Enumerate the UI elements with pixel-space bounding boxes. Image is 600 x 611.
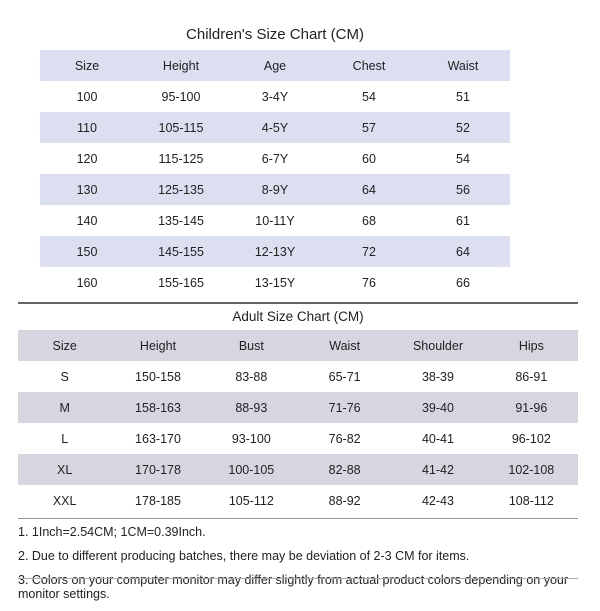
table-cell: 120 [76,151,98,166]
adult-chart-title: Adult Size Chart (CM) [232,309,364,324]
table-cell: 130 [76,182,98,197]
table-cell: 86-91 [515,369,548,384]
table-cell: 3-4Y [261,89,289,104]
table-cell: 178-185 [135,493,181,508]
table-cell: 51 [456,89,470,104]
table-cell: S [60,369,69,384]
children-header-cell: Chest [352,58,386,73]
table-cell: 115-125 [158,151,204,166]
table-cell: 38-39 [421,369,454,384]
table-cell: 8-9Y [261,182,289,197]
children-header-cell: Height [162,58,200,73]
table-cell: 150 [76,244,98,259]
adult-header-cell: Height [139,338,177,353]
table-cell: 54 [362,89,376,104]
table-cell: 12-13Y [254,244,296,259]
table-row [40,143,510,174]
table-cell: 57 [362,120,376,135]
table-row [18,361,578,392]
table-cell: 68 [362,213,376,228]
table-cell: 83-88 [235,369,268,384]
adult-size-table [18,330,578,516]
table-cell: 72 [362,244,376,259]
table-cell: 4-5Y [261,120,289,135]
table-row [40,112,510,143]
table-cell: 82-88 [328,462,361,477]
table-cell: 71-76 [328,400,361,415]
children-header-cell: Size [74,58,100,73]
table-cell: 155-165 [158,275,204,290]
children-header-cell: Waist [447,58,479,73]
table-cell: 105-115 [158,120,204,135]
adult-header-row [18,330,578,361]
children-size-chart [40,20,510,298]
table-cell: 65-71 [328,369,361,384]
note-colors: 3. Colors on your computer monitor may differ slightly from actual product colors depending on your monitor settings. [18,573,569,601]
table-cell: 140 [76,213,98,228]
table-cell: 64 [362,182,376,197]
table-cell: XXL [52,493,77,508]
table-row [40,236,510,267]
table-row [18,485,578,516]
adult-header-cell: Hips [518,338,544,353]
table-row [18,392,578,423]
adult-header-cell: Bust [238,338,264,353]
table-cell: 88-92 [328,493,361,508]
table-cell: 56 [456,182,470,197]
table-cell: 60 [362,151,376,166]
children-header-cell: Age [263,58,287,73]
table-cell: 40-41 [421,431,454,446]
table-cell: 91-96 [515,400,548,415]
table-row [40,205,510,236]
table-row [18,454,578,485]
table-cell: 6-7Y [261,151,289,166]
table-cell: 10-11Y [255,213,295,228]
table-cell: 13-15Y [254,275,296,290]
table-cell: 105-112 [228,493,274,508]
children-chart-title: Children's Size Chart (CM) [186,26,364,43]
table-row [40,174,510,205]
adult-header-cell: Waist [329,338,361,353]
table-cell: 100 [76,89,98,104]
table-cell: 64 [456,244,470,259]
table-cell: 61 [456,213,470,228]
table-cell: L [61,431,69,446]
table-row [40,267,510,298]
table-cell: 135-145 [158,213,204,228]
table-cell: 108-112 [508,493,554,508]
table-cell: 102-108 [508,462,555,477]
adult-header-cell: Size [52,338,77,353]
adult-header-cell: Shoulder [412,338,463,353]
table-row [40,81,510,112]
table-cell: 158-163 [135,400,181,415]
table-row [18,423,578,454]
size-chart-sheet [18,20,578,611]
table-cell: 66 [456,275,470,290]
table-cell: 39-40 [421,400,454,415]
table-cell: 41-42 [421,462,454,477]
table-cell: 96-102 [511,431,551,446]
table-cell: 145-155 [158,244,204,259]
table-cell: 170-178 [135,462,181,477]
table-cell: 110 [77,120,97,135]
table-cell: 100-105 [228,462,275,477]
table-cell: 125-135 [158,182,204,197]
table-cell: 76 [362,275,376,290]
table-cell: 93-100 [231,431,271,446]
table-cell: M [59,400,70,415]
note-deviation: 2. Due to different producing batches, there may be deviation of 2-3 CM for items. [18,549,470,563]
table-cell: 163-170 [135,431,181,446]
table-cell: 76-82 [328,431,361,446]
table-cell: 160 [76,275,98,290]
table-cell: 54 [456,151,470,166]
notes-section [18,518,578,601]
children-size-table [40,50,510,298]
children-header-row [40,50,510,81]
note-conversion: 1. 1Inch=2.54CM; 1CM=0.39Inch. [18,525,206,539]
table-cell: 95-100 [161,89,201,104]
table-cell: 52 [456,120,470,135]
table-cell: XL [57,462,73,477]
table-cell: 150-158 [135,369,181,384]
adult-size-chart [18,302,578,516]
table-cell: 88-93 [235,400,268,415]
bottom-divider [18,578,578,579]
table-cell: 42-43 [421,493,454,508]
